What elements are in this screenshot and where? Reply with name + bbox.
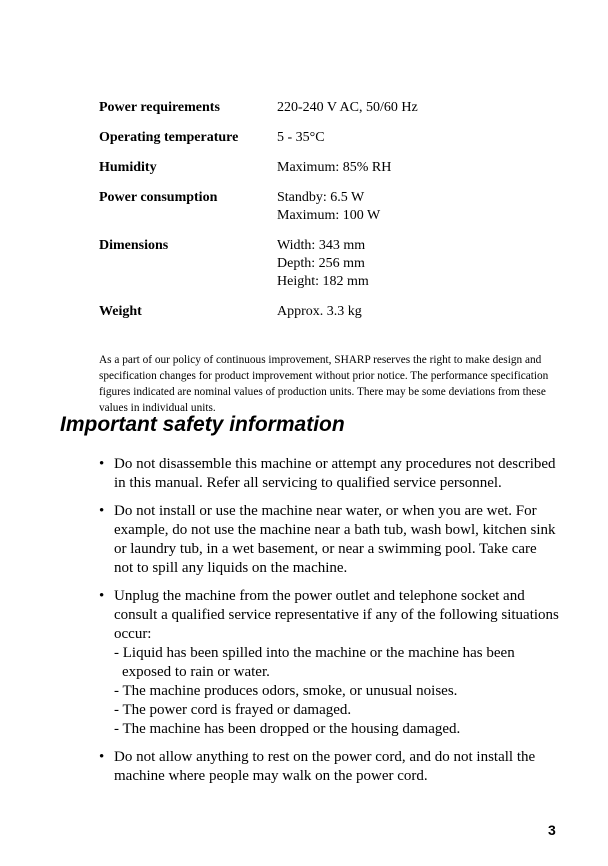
spec-label: Operating temperature (99, 130, 239, 145)
spec-values (277, 129, 559, 147)
spec-row (99, 129, 559, 147)
spec-values (277, 189, 559, 225)
safety-item (99, 748, 559, 786)
spec-value: 5 - 35°C (277, 130, 325, 145)
spec-label: Power requirements (99, 100, 220, 115)
spec-values (277, 303, 559, 321)
safety-subitem: - The machine has been dropped or the housing damaged. (114, 721, 461, 737)
spec-label: Dimensions (99, 238, 169, 253)
spec-values (277, 99, 559, 117)
bullet-icon: • (99, 503, 105, 519)
spec-row (99, 159, 559, 177)
spec-row (99, 189, 559, 225)
spec-row (99, 99, 559, 117)
spec-value: Height: 182 mm (277, 274, 369, 289)
safety-list (99, 455, 559, 795)
bullet-icon: • (99, 749, 105, 765)
spec-value: Standby: 6.5 W (277, 190, 365, 205)
spec-value: 220-240 V AC, 50/60 Hz (277, 100, 418, 115)
safety-item-text: Unplug the machine from the power outlet and telephone socket and consult a qualified service representative if any of the following situations occur: (114, 588, 559, 642)
spec-value: Approx. 3.3 kg (277, 304, 362, 319)
spec-label: Humidity (99, 160, 157, 175)
specifications-list (99, 99, 559, 333)
spec-value: Width: 343 mm (277, 238, 366, 253)
spec-value: Depth: 256 mm (277, 256, 365, 271)
safety-subitem: - The power cord is frayed or damaged. (114, 702, 352, 718)
page-number: 3 (548, 822, 556, 838)
safety-item (99, 502, 559, 578)
safety-subitem: - The machine produces odors, smoke, or unusual noises. (114, 683, 458, 699)
spec-label: Power consumption (99, 190, 218, 205)
spec-label: Weight (99, 304, 142, 319)
safety-item (99, 455, 559, 493)
bullet-icon: • (99, 588, 105, 604)
spec-value: Maximum: 100 W (277, 208, 381, 223)
safety-subitem: - Liquid has been spilled into the machine or the machine has been exposed to rain or water. (114, 645, 515, 680)
spec-value: Maximum: 85% RH (277, 160, 392, 175)
specification-note: As a part of our policy of continuous improvement, SHARP reserves the right to make design and specification changes for product improvement without prior notice. The performance specification figures indicated are nominal values of production units. There may be some deviations from these values in individual units. (99, 354, 549, 415)
safety-item (99, 587, 559, 739)
spec-values (277, 159, 559, 177)
spec-row (99, 237, 559, 291)
safety-item-text: Do not allow anything to rest on the power cord, and do not install the machine where people may walk on the power cord. (114, 749, 536, 784)
bullet-icon: • (99, 456, 105, 472)
spec-values (277, 237, 559, 291)
safety-heading: Important safety information (60, 413, 345, 436)
safety-item-text: Do not install or use the machine near water, or when you are wet. For example, do not use the machine near a bath tub, wash bowl, kitchen sink or laundry tub, in a wet basement, or near a swimming pool. Take care not to spill any liquids on the machine. (114, 503, 556, 576)
spec-row (99, 303, 559, 321)
safety-item-text: Do not disassemble this machine or attempt any procedures not described in this manual. Refer all servicing to qualified service personnel. (114, 456, 556, 491)
